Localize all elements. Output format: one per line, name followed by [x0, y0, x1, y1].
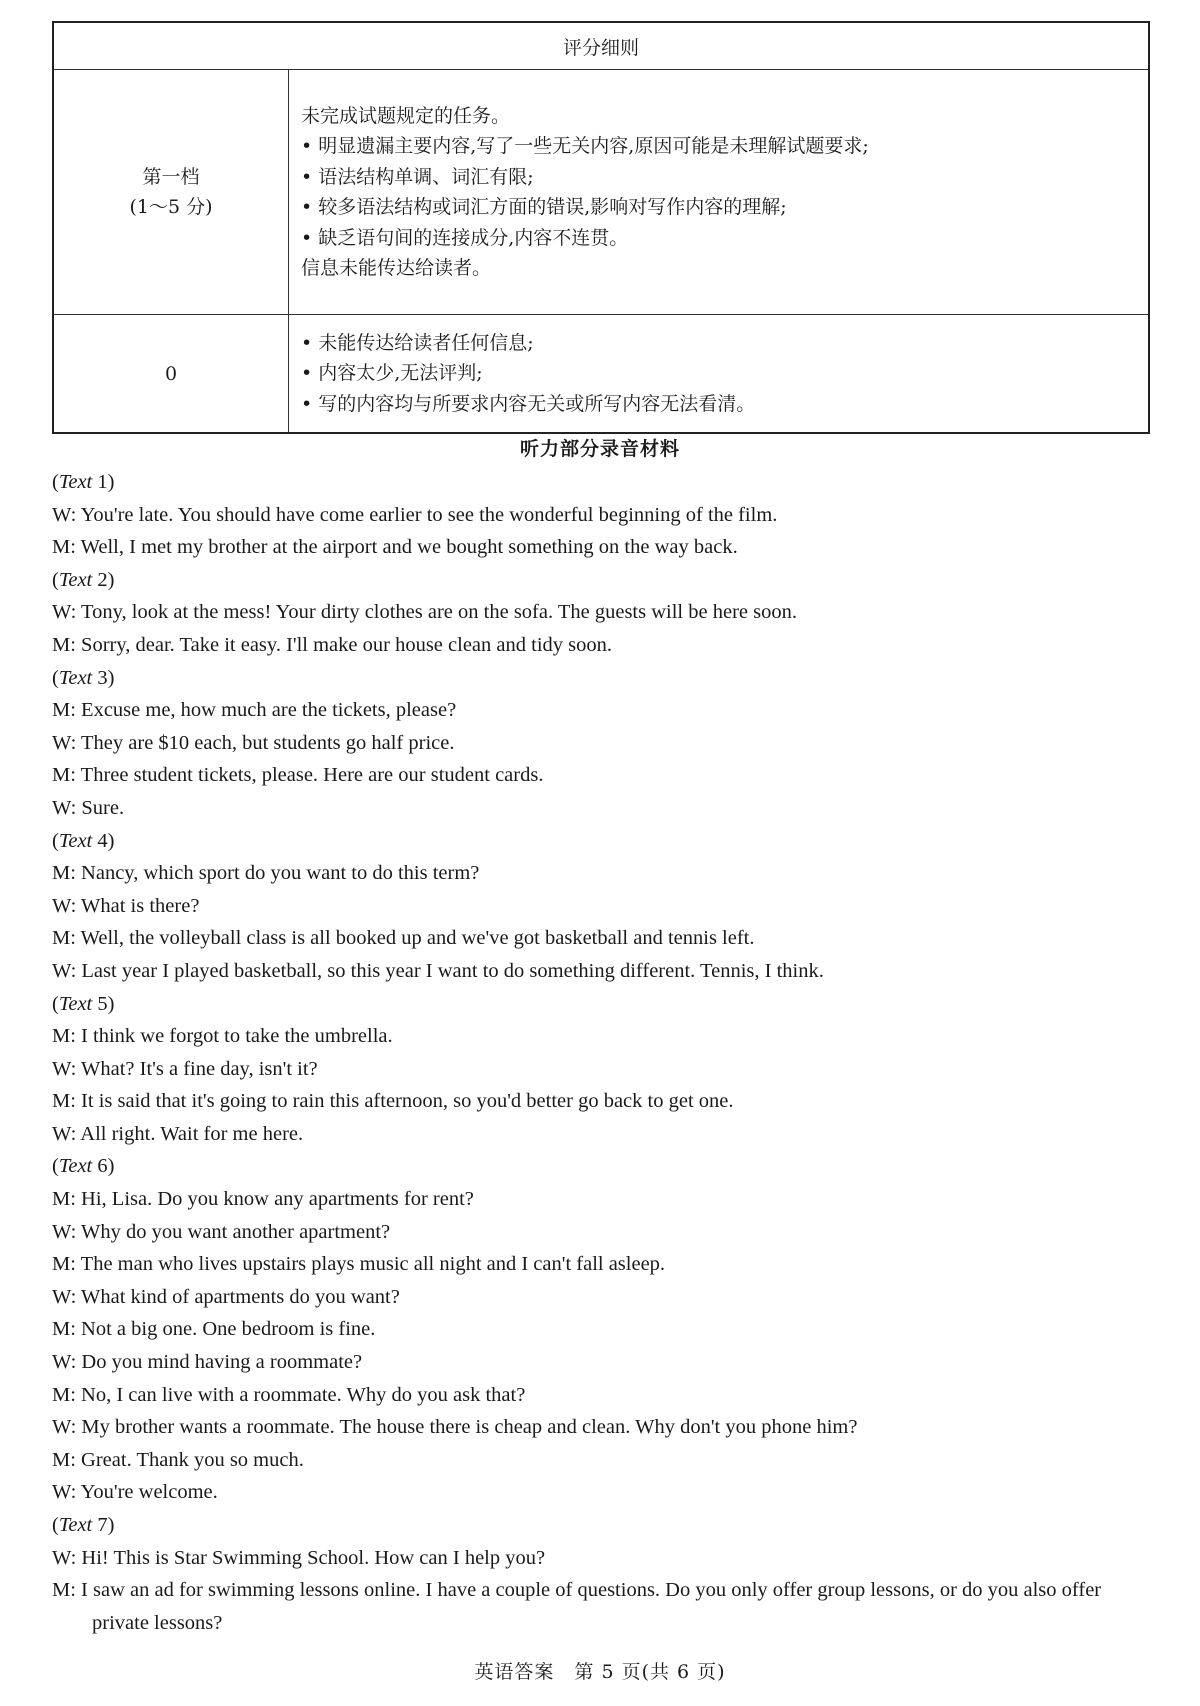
dialogue-line: W: Sure. — [52, 796, 125, 819]
text-label-word: Text — [58, 471, 93, 493]
dialogue-line: W: What kind of apartments do you want? — [52, 1285, 400, 1308]
band-name: 第一档 — [142, 166, 200, 188]
description-line: 信息未能传达给读者。 — [301, 257, 492, 279]
text-label: (Text 7) — [52, 1514, 115, 1536]
text-label: (Text 4) — [52, 829, 115, 852]
dialogue-line: W: They are $10 each, but students go half price. — [52, 731, 455, 754]
text-label-number: 7 — [97, 1514, 108, 1536]
dialogue-line: W: You're welcome. — [52, 1481, 218, 1504]
listening-transcript — [52, 466, 1152, 1639]
band-score: (1～5 分) — [129, 196, 213, 218]
text-label-word: Text — [58, 568, 93, 591]
dialogue-line: M: Great. Thank you so much. — [52, 1448, 304, 1471]
dialogue-line: W: Tony, look at the mess! Your dirty clothes are on the sofa. The guests will be here soon. — [52, 601, 797, 624]
text-label: (Text 6) — [52, 1155, 115, 1178]
text-label-number: 5 — [97, 992, 108, 1015]
page-footer: 英语答案 第 5 页(共 6 页) — [474, 1661, 726, 1683]
band-description — [289, 70, 1150, 315]
dialogue-line: M: Well, the volleyball class is all booked up and we've got basketball and tennis left. — [52, 927, 755, 950]
rubric-header: 评分细则 — [53, 22, 1149, 70]
text-label: (Text 3) — [52, 666, 115, 689]
scoring-rubric-table — [52, 21, 1150, 434]
dialogue-line: M: I saw an ad for swimming lessons online. I have a couple of questions. Do you only offer group lessons, or do you also offer private lessons? — [52, 1579, 1102, 1634]
band-description — [289, 315, 1150, 434]
dialogue-line: M: Nancy, which sport do you want to do this term? — [52, 862, 480, 885]
dialogue-line: M: Not a big one. One bedroom is fine. — [52, 1318, 376, 1341]
dialogue-line: M: Excuse me, how much are the tickets, please? — [52, 699, 457, 722]
dialogue-line: M: Well, I met my brother at the airport and we bought something on the way back. — [52, 536, 738, 559]
description-line: • 未能传达给读者任何信息; — [301, 331, 534, 354]
dialogue-line: W: You're late. You should have come earlier to see the wonderful beginning of the film. — [52, 503, 778, 526]
description-line: • 明显遗漏主要内容,写了一些无关内容,原因可能是未理解试题要求; — [301, 135, 869, 157]
dialogue-line: M: The man who lives upstairs plays music all night and I can't fall asleep. — [52, 1253, 666, 1276]
text-label: (Text 2) — [52, 568, 115, 591]
text-label-word: Text — [58, 992, 93, 1015]
dialogue-line: M: Sorry, dear. Take it easy. I'll make our house clean and tidy soon. — [52, 633, 612, 656]
text-label-word: Text — [58, 1514, 93, 1536]
dialogue-line: W: Why do you want another apartment? — [52, 1220, 391, 1243]
band-name: 0 — [164, 362, 178, 385]
text-label: (Text 5) — [52, 992, 115, 1015]
text-label-word: Text — [58, 829, 93, 852]
description-line: • 写的内容均与所要求内容无关或所写内容无法看清。 — [301, 392, 756, 415]
dialogue-line: W: What? It's a fine day, isn't it? — [52, 1057, 318, 1080]
rubric-row — [53, 315, 1149, 434]
band-cell — [53, 315, 289, 434]
text-label: (Text 1) — [52, 471, 115, 493]
description-line: • 缺乏语句间的连接成分,内容不连贯。 — [301, 226, 629, 249]
dialogue-line: M: I think we forgot to take the umbrella. — [52, 1025, 393, 1048]
description-line: • 较多语法结构或词汇方面的错误,影响对写作内容的理解; — [301, 196, 787, 218]
band-cell — [53, 70, 289, 315]
text-label-number: 6 — [97, 1155, 108, 1178]
dialogue-line: W: Last year I played basketball, so this year I want to do something different. Tennis, I think. — [52, 959, 824, 982]
section-title: 听力部分录音材料 — [519, 438, 680, 460]
dialogue-line: M: No, I can live with a roommate. Why do you ask that? — [52, 1383, 526, 1406]
text-label-number: 2 — [97, 568, 108, 591]
description-line: 未完成试题规定的任务。 — [301, 104, 511, 127]
rubric-row — [53, 70, 1149, 315]
text-label-number: 3 — [97, 666, 108, 689]
text-label-number: 1 — [97, 471, 108, 493]
dialogue-line: W: My brother wants a roommate. The house there is cheap and clean. Why don't you phone him? — [52, 1416, 858, 1439]
dialogue-line: W: What is there? — [52, 894, 200, 917]
text-label-number: 4 — [97, 829, 108, 852]
dialogue-line: M: Three student tickets, please. Here are our student cards. — [52, 764, 544, 787]
dialogue-line: M: It is said that it's going to rain this afternoon, so you'd better go back to get one. — [52, 1090, 734, 1113]
dialogue-line: W: Hi! This is Star Swimming School. How can I help you? — [52, 1546, 546, 1569]
text-label-word: Text — [58, 1155, 93, 1178]
description-line: • 内容太少,无法评判; — [301, 362, 483, 385]
rubric-header-row — [53, 22, 1149, 70]
description-line: • 语法结构单调、词汇有限; — [301, 165, 534, 188]
dialogue-line: W: Do you mind having a roommate? — [52, 1351, 363, 1374]
text-label-word: Text — [58, 666, 93, 689]
dialogue-line: W: All right. Wait for me here. — [52, 1122, 304, 1145]
dialogue-line: M: Hi, Lisa. Do you know any apartments for rent? — [52, 1188, 474, 1211]
